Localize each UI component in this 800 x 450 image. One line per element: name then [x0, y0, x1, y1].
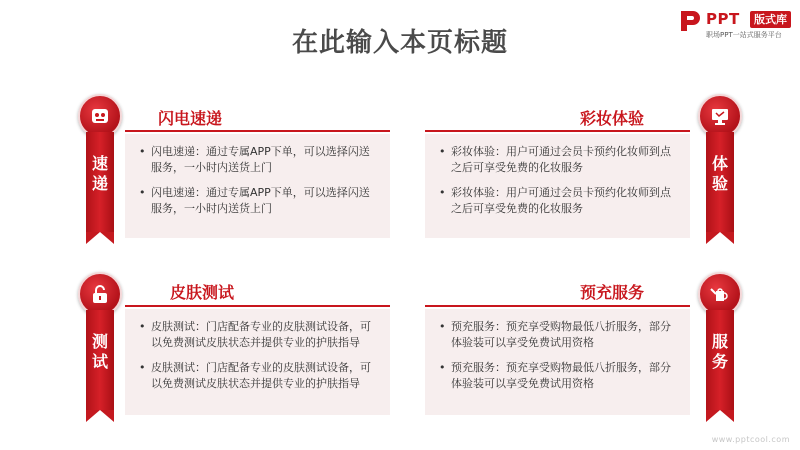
- logo-subtitle: 职场PPT一站式服务平台: [706, 31, 782, 39]
- ribbon-label: [86, 154, 114, 194]
- ribbon-text: 体验: [712, 154, 729, 193]
- brand-logo: [678, 8, 796, 42]
- ribbon-label: [86, 332, 114, 372]
- card-title: 闪电速递: [158, 109, 223, 128]
- ribbon-label: [706, 332, 734, 372]
- list-item: • 彩妆体验：用户可通过会员卡预约化妆师到点之后可享受免费的化妆服务: [439, 185, 676, 217]
- list-item: • 皮肤测试：门店配备专业的皮肤测试设备，可以免费测试皮肤状态并提供专业的护肤指导: [139, 360, 376, 392]
- card-title: 皮肤测试: [170, 283, 235, 302]
- list-item: • 预充服务：预充享受购物最低八折服务，部分体验装可以享受免费试用资格: [439, 319, 676, 351]
- list-item: • 彩妆体验：用户可通过会员卡预约化妆师到点之后可享受免费的化妆服务: [439, 144, 676, 176]
- card-body: [425, 309, 690, 415]
- ribbon-band: [706, 310, 734, 410]
- ribbon-text: 测试: [92, 332, 109, 371]
- ribbon-band: [86, 132, 114, 232]
- card-title: 彩妆体验: [580, 109, 645, 128]
- list-item: • 预充服务：预充享受购物最低八折服务，部分体验装可以享受免费试用资格: [439, 360, 676, 392]
- card-divider: [425, 305, 690, 307]
- card-title: 预充服务: [580, 283, 645, 302]
- ribbon-band: [706, 132, 734, 232]
- monitor-icon: [710, 106, 730, 126]
- ribbon-band: [86, 310, 114, 410]
- watermark: www.pptcool.com: [711, 435, 790, 444]
- card-body: [125, 134, 390, 238]
- ribbon-tail: [706, 232, 734, 244]
- ribbon-label: [706, 154, 734, 194]
- padlock-icon: [90, 284, 110, 304]
- card-divider: [125, 130, 390, 132]
- ribbon-tail: [706, 410, 734, 422]
- card-body: [425, 134, 690, 238]
- robot-face-icon: [90, 106, 110, 126]
- card-divider: [425, 130, 690, 132]
- watering-can-icon: [710, 284, 730, 304]
- list-item: • 闪电速递：通过专属APP下单，可以选择闪送服务，一小时内送货上门: [139, 144, 376, 176]
- page-title: 在此输入本页标题: [291, 28, 508, 58]
- ribbon-tail: [86, 232, 114, 244]
- ribbon-tail: [86, 410, 114, 422]
- ribbon-text: 速递: [92, 154, 109, 193]
- logo-tag: 版式库: [750, 11, 791, 28]
- list-item: • 闪电速递：通过专属APP下单，可以选择闪送服务，一小时内送货上门: [139, 185, 376, 217]
- list-item: • 皮肤测试：门店配备专业的皮肤测试设备，可以免费测试皮肤状态并提供专业的护肤指导: [139, 319, 376, 351]
- logo-brand-text: PPT: [706, 10, 740, 28]
- ribbon-text: 服务: [712, 332, 729, 371]
- logo-mark-icon: [678, 8, 704, 34]
- card-divider: [125, 305, 390, 307]
- card-body: [125, 309, 390, 415]
